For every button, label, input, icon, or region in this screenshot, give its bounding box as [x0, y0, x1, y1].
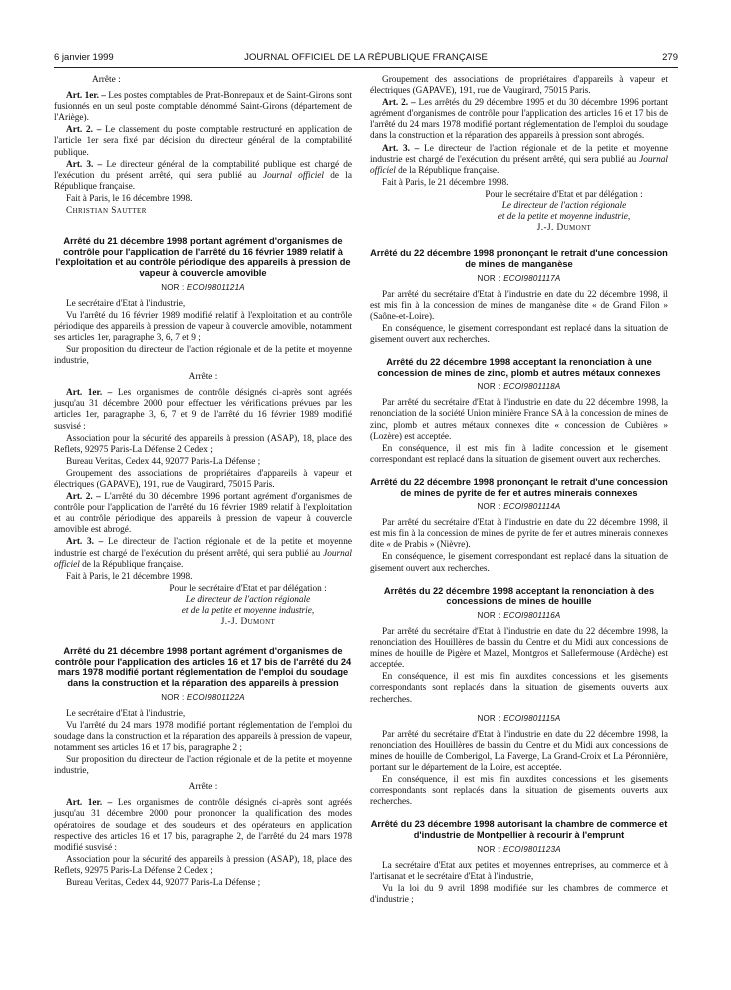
body-paragraph: En conséquence, il est mis fin à ladite concession et le gisement correspondant est replacé dans la situation de gisement ouvert aux recherches. [370, 443, 668, 465]
preamble: Vu la loi du 9 avril 1898 modifiée sur les chambres de commerce et d'industrie ; [370, 883, 668, 905]
nor-reference: NOR : ECOI9801115A [477, 713, 561, 723]
article-paragraph: Art. 3. – Le directeur de l'action régionale et de la petite et moyenne industrie est chargé de l'exécution du présent arrêté, qui sera publié au Journal officiel de la République française. [54, 537, 353, 570]
list-item: Bureau Veritas, Cedex 44, 92077 Paris-La Défense ; [66, 456, 261, 467]
arrete-heading: Arrête : [188, 372, 218, 383]
body-paragraph: Par arrêté du secrétaire d'Etat à l'industrie en date du 22 décembre 1998, il est mis fin à la concession de mines de manganèse dite « de Grand Filon » (Saône-et-Loire). [370, 289, 668, 322]
preamble: Sur proposition du directeur de l'action régionale et de la petite et moyenne industrie, [54, 344, 352, 367]
decree-title: Arrêté du 22 décembre 1998 prononçant le retrait d'une concession de mines de pyrite de fer et autres minerais connexes [370, 476, 668, 498]
article-paragraph: Art. 1er. – Les postes comptables de Prat-Bonrepaux et de Saint-Girons sont fusionnés en un seul poste comptable dénommé Saint-Girons (département de l'Ariège). [54, 91, 353, 124]
decree-title: Arrêtés du 22 décembre 1998 acceptant la renonciation à des concessions de mines de houille [383, 585, 655, 607]
preamble: Vu l'arrêté du 24 mars 1978 modifié portant réglementation de l'emploi du soudage dans la construction et la réparation des appareils à pression de vapeur, notamment ses articles 16 et 17 bis, paragraphe 2 ; [54, 720, 352, 753]
article-paragraph: Art. 2. – Le classement du poste comptable restructuré en application de l'article 1er sera fixé par décision du directeur général de la comptabilité publique. [54, 125, 353, 158]
arrete-heading: Arrête : [92, 75, 121, 85]
header-rule [54, 67, 678, 68]
header-journal-title: JOURNAL OFFICIEL DE LA RÉPUBLIQUE FRANÇAISE [244, 52, 488, 63]
list-item: Bureau Veritas, Cedex 44, 92077 Paris-La Défense ; [66, 878, 261, 888]
signature: Christian Sautter [66, 206, 147, 217]
decree-title: Arrêté du 23 décembre 1998 autorisant la chambre de commerce et d'industrie de Montpellier à recourir à l'emprunt [370, 819, 668, 840]
body-paragraph: En conséquence, le gisement correspondant est replacé dans la situation de gisement ouvert aux recherches. [370, 323, 668, 345]
article-paragraph: Art. 2. – L'arrêté du 30 décembre 1996 portant agrément d'organismes de contrôle pour l'application de l'arrêté du 16 février 1989 relatif à l'exploitation et au contrôle périodique des appareils à pression de vapeur à couvercle amovible est abrogé. [54, 492, 352, 536]
done-at-line: Fait à Paris, le 21 décembre 1998. [66, 571, 193, 582]
nor-reference: NOR : ECOI9801117A [477, 273, 561, 283]
body-paragraph: En conséquence, il est mis fin auxdites concessions et les gisements correspondants sont replacés dans la situation de gisements ouverts aux recherches. [370, 775, 668, 808]
nor-reference: NOR : ECOI9801118A [477, 382, 561, 392]
body-paragraph: En conséquence, il est mis fin auxdites concessions et les gisements correspondants sont replacés dans la situation de gisements ouverts aux recherches. [370, 672, 668, 705]
article-paragraph: Art. 2. – Les arrêtés du 29 décembre 1995 et du 30 décembre 1996 portant agrément d'organismes de contrôle pour l'application des articles 16 et 17 bis de l'arrêté du 24 mars 1978 modifié portant réglementation de l'emploi du soudage dans la construction et la réparation des appareils à pression sont abrogés. [370, 98, 668, 142]
signature: J.-J. Dumont [536, 223, 592, 234]
done-at-line: Fait à Paris, le 21 décembre 1998. [382, 177, 509, 188]
decree-title: Arrêté du 21 décembre 1998 portant agrément d'organismes de contrôle pour l'application des articles 16 et 17 bis de l'arrêté du 24 mars 1978 modifié portant réglementation de l'emploi du soudage dans la construction et la réparation des appareils à pression [54, 646, 352, 688]
nor-reference: NOR : ECOI9801122A [161, 692, 245, 702]
preamble: Vu l'arrêté du 16 février 1989 modifié relatif à l'exploitation et au contrôle périodique des appareils à pression de vapeur à couvercle amovible, notamment ses articles 1er, paragraphe 3, 6, 7 et 9 ; [54, 310, 352, 343]
left-column [54, 75, 352, 890]
decree-title: Arrêté du 22 décembre 1998 prononçant le retrait d'une concession de mines de manganèse [370, 248, 668, 269]
signature-block: Pour le secrétaire d'Etat et par délégation : Le directeur de l'action régionale et de la petite et moyenne industrie, J.-J. Dumont [460, 190, 668, 234]
nor-reference: NOR : ECOI9801123A [477, 844, 561, 854]
article-paragraph: Art. 3. – Le directeur général de la comptabilité publique est chargé de l'exécution du présent arrêté, qui sera publié au Journal officiel de la République française. [54, 159, 353, 192]
arrete-heading: Arrête : [188, 782, 218, 793]
preamble: La secrétaire d'Etat aux petites et moyennes entreprises, au commerce et à l'artisanat et le secrétaire d'Etat à l'industrie, [370, 860, 668, 882]
body-paragraph: Par arrêté du secrétaire d'Etat à l'industrie en date du 22 décembre 1998, la renonciation de la société Union minière France SA à la concession de mines de zinc, plomb et autres métaux connexes dite « concession de Cubières » (Lozère) est acceptée. [370, 398, 668, 442]
nor-reference: NOR : ECOI9801116A [477, 610, 561, 620]
article-paragraph: Art. 1er. – Les organismes de contrôle désignés ci-après sont agréés jusqu'au 31 décembre 2000 pour effectuer les vérifications prévues par les articles 1er, paragraphe 3, 6, 7 et 9 de l'arrêté du 16 février 1989 modifié susvisé : [54, 388, 353, 432]
nor-reference: NOR : ECOI9801114A [477, 502, 561, 512]
decree-title: Arrêté du 21 décembre 1998 portant agrément d'organismes de contrôle pour l'application de l'arrêté du 16 février 1989 relatif à l'exploitation et au contrôle périodique des appareils à pression de vapeur à couvercle amovible [55, 236, 351, 278]
body-paragraph: Par arrêté du secrétaire d'Etat à l'industrie en date du 22 décembre 1998, il est mis fin à la concession de mines de pyrite de fer et autres minerais connexes dite « de Prabis » (Nièvre). [370, 518, 668, 551]
page-header [54, 52, 678, 66]
preamble: Sur proposition du directeur de l'action régionale et de la petite et moyenne industrie, [54, 755, 352, 777]
article-paragraph: Art. 3. – Le directeur de l'action régionale et de la petite et moyenne industrie est chargé de l'exécution du présent arrêté, qui sera publié au Journal officiel de la République française. [370, 143, 669, 176]
list-item: Groupement des associations de propriétaires d'appareils à vapeur et électriques (GAPAVE), 191, rue de Vaugirard, 75015 Paris. [370, 75, 668, 97]
body-paragraph: Par arrêté du secrétaire d'Etat à l'industrie en date du 22 décembre 1998, la renonciation des Houillères de bassin du Centre et du Midi aux concessions de mines de houille de Comberigol, La Faverge, La Grand-Croix et La Péronnière, portant sur le département de la Loire, est acceptée. [370, 729, 668, 773]
done-at-line: Fait à Paris, le 16 décembre 1998. [66, 193, 193, 204]
body-paragraph: Par arrêté du secrétaire d'Etat à l'industrie en date du 22 décembre 1998, la renonciation des Houillères de bassin du Centre et du Midi aux concessions de mines de houille de Pigère et Mazel, Montgros et Sallefermouse (Ardèche) est acceptée. [370, 626, 668, 671]
preamble: Le secrétaire d'Etat à l'industrie, [66, 298, 186, 309]
signature-block: Pour le secrétaire d'Etat et par délégation : Le directeur de l'action régionale et de la petite et moyenne industrie, J.-J. Dumont [144, 584, 352, 628]
article-paragraph: Art. 1er. – Les organismes de contrôle désignés ci-après sont agréés jusqu'au 31 décembre 2000 pour prononcer la qualification des modes opératoires de soudage et des soudeurs et des opérateurs en application respective des articles 16 et 17 bis, paragraphe 2, de l'arrêté du 24 mars 1978 modifié susvisé : [54, 798, 353, 853]
list-item: Groupement des associations de propriétaires d'appareils à vapeur et électriques (GAPAVE), 191, rue de Vaugirard, 75015 Paris. [54, 468, 352, 490]
signature: J.-J. Dumont [220, 617, 276, 628]
nor-reference: NOR : ECOI9801121A [161, 282, 245, 292]
right-column [370, 75, 668, 907]
preamble: Le secrétaire d'Etat à l'industrie, [66, 708, 186, 719]
list-item: Association pour la sécurité des appareils à pression (ASAP), 18, place des Reflets, 92975 Paris-La Défense 2 Cedex ; [54, 854, 352, 876]
decree-title: Arrêté du 22 décembre 1998 acceptant la renonciation à une concession de mines de zinc, plomb et autres métaux connexes [377, 357, 661, 378]
header-page-number: 279 [662, 52, 678, 63]
body-paragraph: En conséquence, le gisement correspondant est replacé dans la situation de gisement ouvert aux recherches. [370, 552, 668, 574]
list-item: Association pour la sécurité des appareils à pression (ASAP), 18, place des Reflets, 92975 Paris-La Défense 2 Cedex ; [54, 433, 352, 455]
header-date: 6 janvier 1999 [54, 52, 114, 63]
